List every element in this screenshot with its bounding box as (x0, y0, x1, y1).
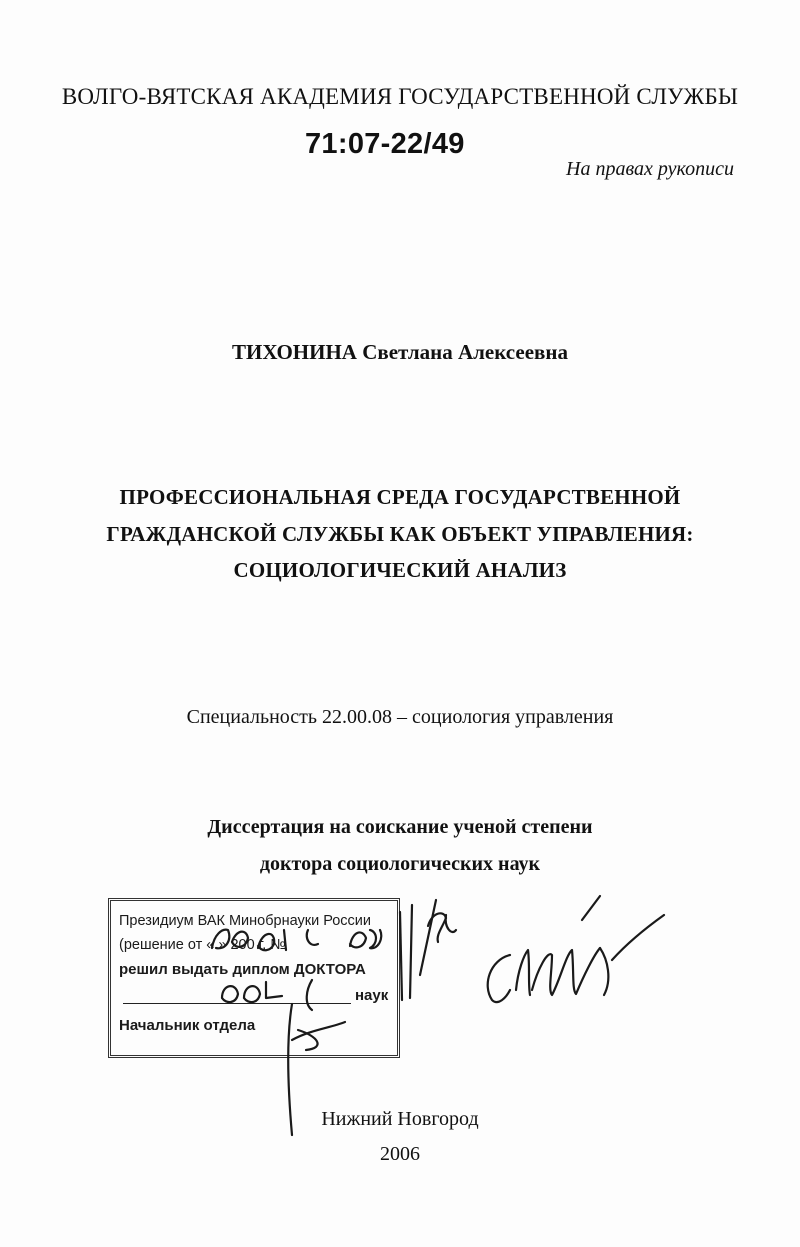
catalog-code: 71:07-22/49 (305, 128, 465, 160)
ink-stroke (420, 900, 436, 975)
thesis-title-line-1: ПРОФЕССИОНАЛЬНАЯ СРЕДА ГОСУДАРСТВЕННОЙ (119, 485, 681, 509)
ink-stroke (516, 950, 530, 995)
ink-stroke (446, 915, 456, 932)
thesis-title-line-2: ГРАЖДАНСКОЙ СЛУЖБЫ КАК ОБЪЕКТ УПРАВЛЕНИЯ: (106, 522, 694, 546)
manuscript-rights-note: На правах рукописи (566, 158, 734, 180)
author-name: ТИХОНИНА Светлана Алексеевна (232, 340, 568, 364)
year: 2006 (380, 1143, 420, 1165)
stamp-line-1: Президиум ВАК Минобрнауки России (119, 913, 372, 929)
ink-stroke (428, 913, 446, 942)
stamp-line-3: решил выдать диплом ДОКТОРА (119, 961, 366, 978)
stamp-line-2: (решение от « » 200 г. № (119, 937, 286, 953)
dissertation-line-2: доктора социологических наук (259, 853, 541, 875)
ink-stroke (488, 955, 510, 1002)
ink-stroke (410, 905, 412, 998)
city: Нижний Новгород (321, 1108, 479, 1130)
ink-stroke (532, 948, 600, 995)
stamp-line-4: наук (355, 987, 389, 1004)
specialty-line: Специальность 22.00.08 – социология управления (186, 706, 614, 728)
ink-stroke (600, 948, 608, 995)
thesis-title-line-3: СОЦИОЛОГИЧЕСКИЙ АНАЛИЗ (233, 558, 567, 582)
stamp-line-5: Начальник отдела (119, 1017, 256, 1034)
dissertation-line-1: Диссертация на соискание ученой степени (207, 816, 593, 838)
stamp-blank-line (123, 1003, 351, 1004)
ink-stroke (612, 915, 664, 960)
ink-stroke (582, 896, 600, 920)
vak-stamp (108, 898, 400, 1058)
ink-stroke (400, 912, 402, 1000)
academy-name: ВОЛГО-ВЯТСКАЯ АКАДЕМИЯ ГОСУДАРСТВЕННОЙ СЛУЖБЫ (61, 84, 739, 109)
